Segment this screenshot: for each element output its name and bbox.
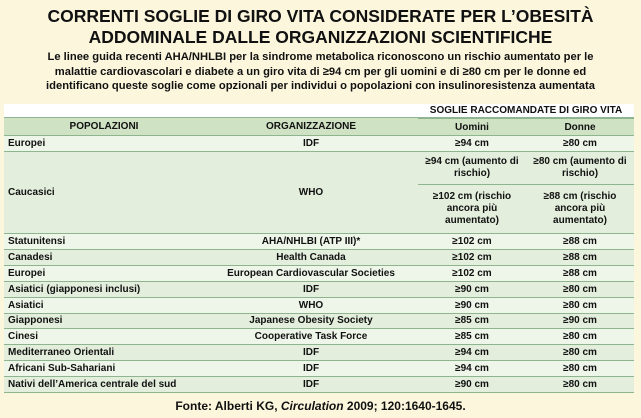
cell-women: ≥88 cm [526, 234, 634, 250]
table-row [4, 281, 634, 297]
cell-women: ≥80 cm [526, 281, 634, 297]
table-row [4, 345, 634, 361]
cell-women: ≥80 cm [526, 377, 634, 393]
cell-organization: WHO [204, 152, 418, 234]
cell-organization: AHA/NHLBI (ATP III)* [204, 234, 418, 250]
cell-population: Asiatici (giapponesi inclusi) [4, 281, 204, 297]
cell-population: Statunitensi [4, 234, 204, 250]
cell-population: Europei [4, 136, 204, 152]
header-women: Donne [526, 119, 634, 136]
cell-women: ≥88 cm [526, 250, 634, 266]
source-citation [0, 399, 641, 413]
table-row [4, 250, 634, 266]
cell-organization: European Cardiovascular Societies [204, 265, 418, 281]
cell-men: ≥94 cm (aumento di rischio) [418, 152, 526, 185]
table-row [4, 136, 634, 152]
cell-organization: IDF [204, 345, 418, 361]
cell-men: ≥102 cm [418, 234, 526, 250]
cell-women: ≥90 cm [526, 313, 634, 329]
cell-women: ≥80 cm [526, 329, 634, 345]
cell-population: Cinesi [4, 329, 204, 345]
cell-organization: IDF [204, 377, 418, 393]
cell-population: Nativi dell’America centrale del sud [4, 377, 204, 393]
header-men: Uomini [418, 119, 526, 136]
slide-title [0, 6, 641, 48]
cell-population: Giapponesi [4, 313, 204, 329]
cell-organization: Health Canada [204, 250, 418, 266]
table-row [4, 377, 634, 393]
cell-men: ≥90 cm [418, 297, 526, 313]
cell-men: ≥90 cm [418, 377, 526, 393]
cell-men: ≥94 cm [418, 136, 526, 152]
cell-men: ≥85 cm [418, 329, 526, 345]
source-prefix: Fonte: Alberti KG, [175, 399, 281, 413]
table-row [4, 297, 634, 313]
table-row [4, 329, 634, 345]
cell-women: ≥88 cm [526, 265, 634, 281]
intro-line-2: malattie cardiovascolari e diabete a un giro vita di ≥94 cm per gli uomini e di ≥80 cm per le donne ed [54, 65, 587, 78]
cell-population: Canadesi [4, 250, 204, 266]
header-population: POPOLAZIONI [4, 118, 204, 136]
cell-organization: IDF [204, 361, 418, 377]
cell-population: Africani Sub-Sahariani [4, 361, 204, 377]
table-row [4, 361, 634, 377]
table-row [4, 152, 634, 185]
title-line-2: ADDOMINALE DALLE ORGANIZZAZIONI SCIENTIFICHE [88, 27, 553, 47]
cell-men: ≥94 cm [418, 345, 526, 361]
group-header-row [4, 104, 634, 118]
title-line-1: CORRENTI SOGLIE DI GIRO VITA CONSIDERATE PER L’OBESITÀ [47, 6, 594, 26]
cell-women: ≥80 cm [526, 361, 634, 377]
cell-women: ≥80 cm [526, 297, 634, 313]
header-organization: ORGANIZZAZIONE [204, 118, 418, 136]
intro-line-3: identificano queste soglie come opzionali per individui o popolazioni con insulinoresistenza aumentata [46, 80, 595, 92]
source-suffix: 2009; 120:1640-1645. [343, 399, 466, 413]
thresholds-table [4, 104, 634, 393]
table-row [4, 234, 634, 250]
cell-men: ≥102 cm [418, 250, 526, 266]
intro-line-1: Le linee guida recenti AHA/NHLBI per la sindrome metabolica riconoscono un rischio aumentato per le [47, 51, 594, 63]
source-journal: Circulation [280, 399, 344, 413]
cell-organization: WHO [204, 297, 418, 313]
cell-men: ≥94 cm [418, 361, 526, 377]
cell-women: ≥88 cm (rischio ancora più aumentato) [526, 185, 634, 234]
cell-population: Asiatici [4, 297, 204, 313]
group-header: SOGLIE RACCOMANDATE DI GIRO VITA [418, 104, 634, 118]
cell-men: ≥102 cm (rischio ancora più aumentato) [418, 185, 526, 234]
table-row [4, 265, 634, 281]
cell-organization: IDF [204, 281, 418, 297]
cell-men: ≥102 cm [418, 265, 526, 281]
thresholds-table-container [4, 104, 634, 393]
cell-men: ≥85 cm [418, 313, 526, 329]
cell-population: Mediterraneo Orientali [4, 345, 204, 361]
intro-text [6, 50, 635, 94]
cell-men: ≥90 cm [418, 281, 526, 297]
cell-women: ≥80 cm [526, 136, 634, 152]
cell-organization: Japanese Obesity Society [204, 313, 418, 329]
table-row [4, 313, 634, 329]
cell-organization: Cooperative Task Force [204, 329, 418, 345]
cell-organization: IDF [204, 136, 418, 152]
cell-women: ≥80 cm (aumento di rischio) [526, 152, 634, 185]
cell-women: ≥80 cm [526, 345, 634, 361]
cell-population: Caucasici [4, 152, 204, 234]
cell-population: Europei [4, 265, 204, 281]
